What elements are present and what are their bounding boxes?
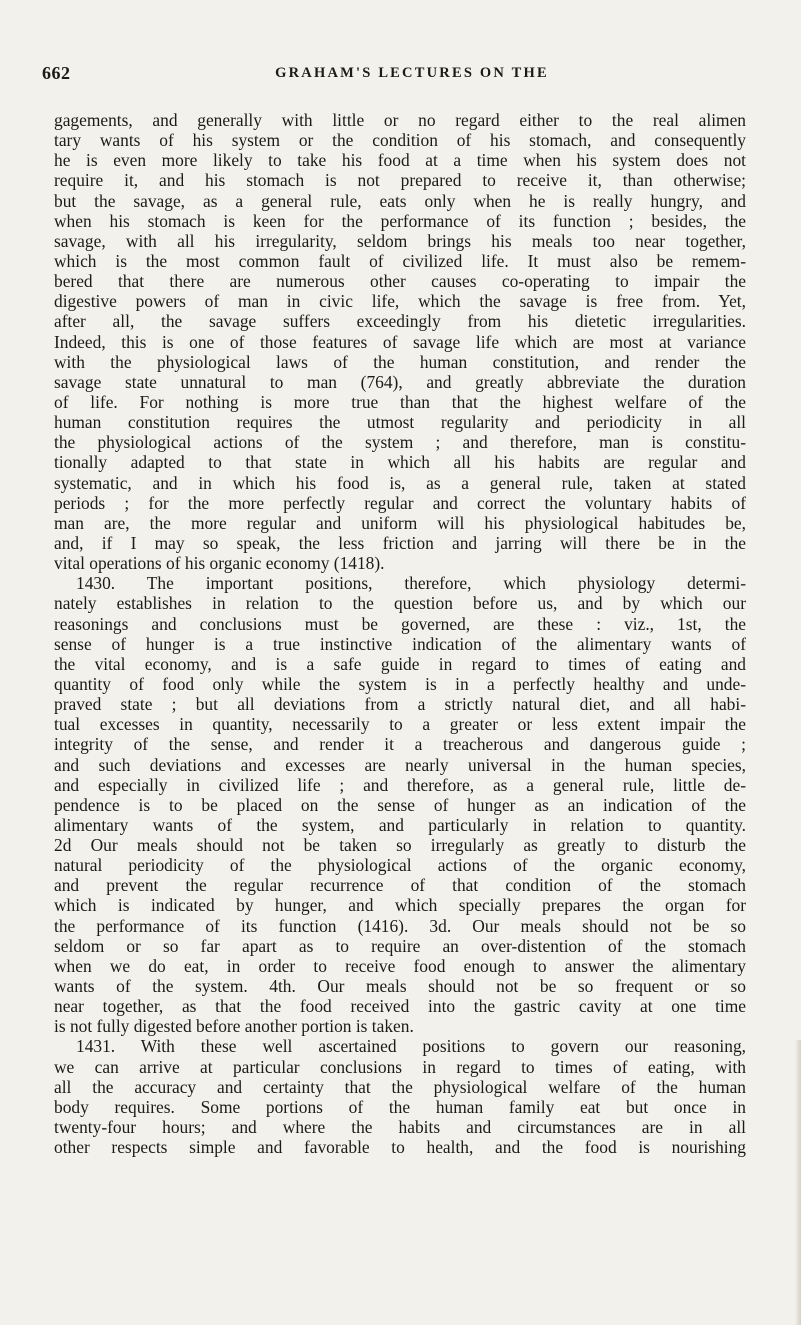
text-line: tionally adapted to that state in which all his habits are regular and — [54, 452, 746, 473]
text-line: all the accuracy and certainty that the physiological welfare of the human — [54, 1076, 746, 1097]
text-line: and such deviations and excesses are nearly universal in the human species, — [54, 754, 746, 775]
text-line: pendence is to be placed on the sense of hunger as an indication of the — [54, 794, 746, 815]
text-line: with the physiological laws of the human constitution, and render the — [54, 351, 746, 372]
page-edge-shadow — [795, 1040, 801, 1325]
text-line: reasonings and conclusions must be governed, are these : viz., 1st, the — [54, 613, 746, 634]
text-line: systematic, and in which his food is, as a general rule, taken at stated — [54, 472, 746, 493]
text-line: which is indicated by hunger, and which specially prepares the organ for — [54, 895, 746, 916]
text-line: when his stomach is keen for the performance of its function ; besides, the — [54, 210, 746, 231]
text-line: seldom or so far apart as to require an over-distention of the stomach — [54, 935, 746, 956]
text-line: and, if I may so speak, the less friction and jarring will there be in the — [54, 532, 746, 553]
text-line: savage state unnatural to man (764), and greatly abbreviate the duration — [54, 371, 746, 392]
text-line: when we do eat, in order to receive food enough to answer the alimentary — [54, 955, 746, 976]
text-line: gagements, and generally with little or no regard either to the real alimen — [54, 110, 746, 130]
text-line: nately establishes in relation to the question before us, and by which our — [54, 593, 746, 614]
text-line: human constitution requires the utmost regularity and periodicity in all — [54, 412, 746, 433]
text-line: and especially in civilized life ; and therefore, as a general rule, little de- — [54, 774, 746, 795]
text-line: alimentary wants of the system, and particularly in relation to quantity. — [54, 814, 746, 835]
running-head: GRAHAM'S LECTURES ON THE — [275, 65, 549, 81]
paragraph-end-line: is not fully digested before another portion is taken. — [54, 1016, 414, 1037]
text-line: which is the most common fault of civilized life. It must also be remem- — [54, 250, 746, 271]
text-line: body requires. Some portions of the human family eat but once in — [54, 1096, 746, 1117]
text-line: of life. For nothing is more true than that the highest welfare of the — [54, 391, 746, 412]
text-line: natural periodicity of the physiological actions of the organic economy, — [54, 855, 746, 876]
body-text — [54, 110, 746, 1310]
text-line: other respects simple and favorable to health, and the food is nourishing — [54, 1137, 746, 1158]
page-number: 662 — [42, 63, 71, 83]
text-line: we can arrive at particular conclusions in regard to times of eating, with — [54, 1056, 746, 1077]
text-line: sense of hunger is a true instinctive indication of the alimentary wants of — [54, 633, 746, 654]
text-line: digestive powers of man in civic life, which the savage is free from. Yet, — [54, 291, 746, 312]
text-line: after all, the savage suffers exceedingly from his dietetic irregularities. — [54, 311, 746, 332]
text-line: Indeed, this is one of those features of savage life which are most at variance — [54, 331, 746, 352]
text-line: twenty-four hours; and where the habits and circumstances are in all — [54, 1117, 746, 1138]
text-line: require it, and his stomach is not prepared to receive it, than otherwise; — [54, 170, 746, 191]
text-line: and prevent the regular recurrence of that condition of the stomach — [54, 875, 746, 896]
paragraph-1431-start: 1431. With these well ascertained positions to govern our reasoning, — [76, 1036, 746, 1057]
paragraph-end-line: vital operations of his organic economy (1418). — [54, 553, 385, 574]
text-line: 2d Our meals should not be taken so irregularly as greatly to disturb the — [54, 835, 746, 856]
text-line: bered that there are numerous other causes co-operating to impair the — [54, 271, 746, 292]
text-line: tary wants of his system or the condition of his stomach, and consequently — [54, 130, 746, 151]
text-line: the vital economy, and is a safe guide in regard to times of eating and — [54, 653, 746, 674]
text-line: praved state ; but all deviations from a strictly natural diet, and all habi- — [54, 694, 746, 715]
text-line: wants of the system. 4th. Our meals should not be so frequent or so — [54, 976, 746, 997]
text-line: integrity of the sense, and render it a treacherous and dangerous guide ; — [54, 734, 746, 755]
text-line: he is even more likely to take his food at a time when his system does not — [54, 150, 746, 171]
text-line: man are, the more regular and uniform will his physiological habitudes be, — [54, 512, 746, 533]
text-line: the performance of its function (1416). 3d. Our meals should not be so — [54, 915, 746, 936]
page-header — [42, 63, 742, 87]
text-line: savage, with all his irregularity, seldom brings his meals too near together, — [54, 230, 746, 251]
text-line: quantity of food only while the system is in a perfectly healthy and unde- — [54, 673, 746, 694]
text-line: tual excesses in quantity, necessarily to a greater or less extent impair the — [54, 714, 746, 735]
paragraph-1430-start: 1430. The important positions, therefore, which physiology determi- — [76, 573, 746, 594]
text-line: but the savage, as a general rule, eats only when he is really hungry, and — [54, 190, 746, 211]
text-line: the physiological actions of the system ; and therefore, man is constitu- — [54, 432, 746, 453]
text-line: periods ; for the more perfectly regular and correct the voluntary habits of — [54, 492, 746, 513]
text-line: near together, as that the food received into the gastric cavity at one time — [54, 996, 746, 1017]
